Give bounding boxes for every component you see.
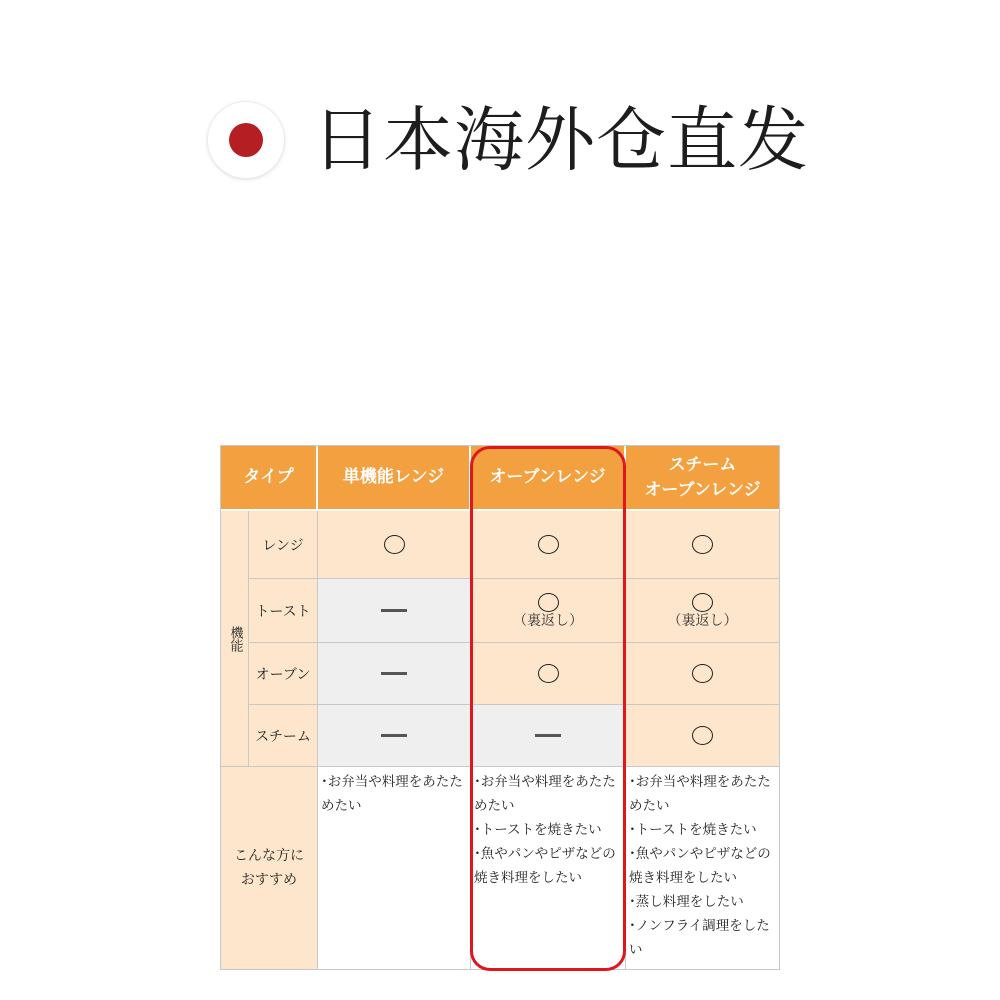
cell-range-steam (626, 511, 779, 579)
cell-steam-single (318, 705, 471, 767)
recommend-single (318, 767, 471, 969)
cell-steam-oven (471, 705, 626, 767)
recommend-item: ･魚やパンやピザなどの焼き料理をしたい (629, 846, 771, 886)
circle-mark (692, 664, 713, 683)
header-oven-range: オーブンレンジ (471, 446, 626, 511)
dash-mark (381, 609, 407, 612)
header (208, 100, 809, 180)
cell-toast-oven (471, 579, 626, 643)
cell-oven-single (318, 643, 471, 705)
cell-toast-single (318, 579, 471, 643)
cell-oven-steam (626, 643, 779, 705)
recommend-steam (626, 767, 779, 969)
recommend-oven (471, 767, 626, 969)
dash-mark (535, 734, 561, 737)
feature-side-label: 機能 (227, 625, 243, 652)
recommend-item: ･魚やパンやピザなどの焼き料理をしたい (474, 846, 616, 886)
cell-oven-oven (471, 643, 626, 705)
header-type: タイプ (221, 446, 318, 511)
circle-mark (692, 593, 713, 612)
recommend-item: ･蒸し料理をしたい (629, 894, 744, 910)
cell-toast-steam (626, 579, 779, 643)
flag-red-circle (229, 123, 263, 157)
recommend-item: ･トーストを焼きたい (474, 822, 602, 838)
recommend-item: ･ノンフライ調理をしたい (629, 918, 770, 958)
circle-mark (384, 535, 405, 554)
header-single-function-range: 単機能レンジ (318, 446, 471, 511)
flip-note: （裏返し） (513, 612, 583, 629)
recommend-item: ･お弁当や料理をあたためたい (321, 774, 463, 814)
recommend-item: ･トーストを焼きたい (629, 822, 757, 838)
circle-mark (538, 535, 559, 554)
circle-mark (692, 535, 713, 554)
recommend-label: こんな方に おすすめ (234, 848, 304, 888)
feature-side-label-cell (221, 511, 249, 767)
row-label-steam: スチーム (249, 705, 318, 767)
recommend-item: ･お弁当や料理をあたためたい (629, 774, 771, 814)
circle-mark (538, 664, 559, 683)
flip-note: （裏返し） (667, 612, 738, 629)
dash-mark (381, 672, 407, 675)
recommend-label-cell (221, 767, 318, 969)
circle-mark (538, 593, 559, 612)
row-label-oven: オーブン (249, 643, 318, 705)
circle-mark (692, 726, 713, 745)
header-steam-oven-range: スチーム オーブンレンジ (626, 446, 779, 511)
row-label-range: レンジ (249, 511, 318, 579)
japan-flag-icon (208, 102, 284, 178)
cell-steam-steam (626, 705, 779, 767)
row-label-toast: トースト (249, 579, 318, 643)
comparison-table (220, 445, 780, 970)
dash-mark (381, 734, 407, 737)
cell-range-oven (471, 511, 626, 579)
cell-range-single (318, 511, 471, 579)
recommend-item: ･お弁当や料理をあたためたい (474, 774, 616, 814)
page-title: 日本海外仓直发 (312, 99, 809, 181)
